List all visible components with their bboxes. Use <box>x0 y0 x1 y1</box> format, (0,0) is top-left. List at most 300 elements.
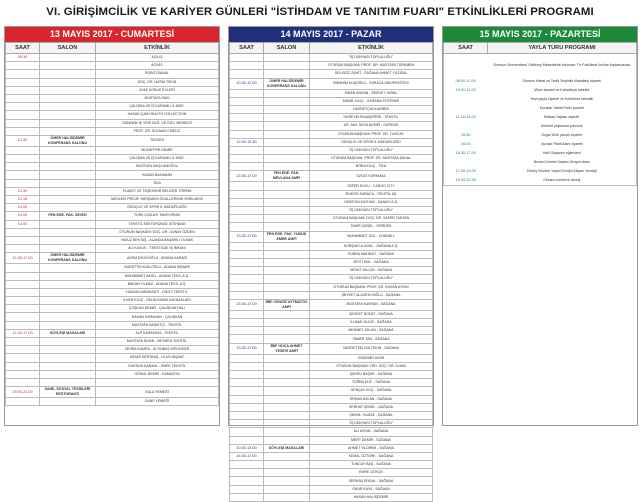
row-hall <box>264 436 310 444</box>
row-event: SERHAT ŞENEL - SAĞANA <box>310 403 433 411</box>
table-row <box>230 105 433 113</box>
row-event: ÇALIŞMA VE İŞ KURUMU İL MÜD. <box>96 103 219 111</box>
row-event: Bocan Kümbet Yaylası Grnyon Alanı <box>533 160 590 164</box>
row-event: "İŞ DÜNYASI TOPLULUĞU" <box>310 146 433 154</box>
row-time <box>230 163 264 171</box>
table-row <box>230 436 433 444</box>
day-panel-sunday <box>228 26 434 499</box>
row-event: NURETTİN KIZILOĞLU - ADANA KARARI <box>96 264 219 272</box>
row-hall <box>40 171 96 179</box>
table-row <box>230 444 433 452</box>
row-event: TİKA <box>96 179 219 187</box>
table-row <box>230 275 433 283</box>
row-event: ALİ KAVLİK - TEKSTİLDE İŞ İMKANI <box>96 245 219 253</box>
table-row <box>230 283 433 291</box>
row-time <box>230 354 264 362</box>
row-time <box>230 97 264 105</box>
row-hall <box>40 378 96 386</box>
row-hall: FEN EDE. FAK. SEVİSİ <box>40 212 96 220</box>
row-time <box>6 163 40 171</box>
table-row <box>6 370 219 378</box>
table-row <box>6 354 219 362</box>
row-time <box>6 398 40 406</box>
row-event: VEDAT YALÇIN - SAĞANA <box>310 267 433 275</box>
row-time: 14.00-17.00 <box>230 452 264 460</box>
row-hall <box>264 130 310 138</box>
row-hall <box>40 155 96 163</box>
row-hall <box>264 258 310 266</box>
table-row <box>6 288 219 296</box>
row-time: 13.30-17.00 <box>230 171 264 182</box>
table-row <box>444 167 637 176</box>
row-time: 12.00-13.30 <box>230 138 264 146</box>
row-hall <box>264 310 310 318</box>
table-row <box>444 95 637 104</box>
row-time <box>6 280 40 288</box>
table-row <box>230 493 433 501</box>
row-event: YAVUZ BEKTAŞ - ALANDA BAŞARILI OLMAK <box>96 236 219 244</box>
row-time: 15.00 <box>460 133 471 137</box>
table-row <box>444 113 637 122</box>
row-time <box>6 321 40 329</box>
row-hall <box>264 163 310 171</box>
row-time <box>6 245 40 253</box>
row-event: TEKSTİL SEKTÖRÜNDE İSTİHDAM <box>96 220 219 228</box>
row-event: Kuzalan Tabiat Parkı ziyareti <box>539 106 584 110</box>
row-hall: ÖMER HALİSDEMİR KONFERANS SALONU <box>40 253 96 264</box>
table-row <box>230 198 433 206</box>
row-event: ADEM DİKİCİOĞLU - ADANA KARARI <box>96 253 219 264</box>
table-row <box>6 280 219 288</box>
row-event: DELİGÖZ ZAHİT - SAĞANA AHMET YÜZİSAL <box>310 70 433 78</box>
row-event: TAMER TAN - SAĞANA <box>310 335 433 343</box>
row-time: 13.30-17.00 <box>230 299 264 310</box>
row-time: 14.30-17.00 <box>6 329 40 337</box>
row-event: ALİ AYDIN - SAĞANA <box>310 428 433 436</box>
table-row <box>230 130 433 138</box>
row-hall <box>264 335 310 343</box>
row-time <box>230 469 264 477</box>
row-time: 10.00-11.00 <box>455 88 476 92</box>
table-row <box>230 354 433 362</box>
row-hall <box>40 272 96 280</box>
row-event: Halil Gaytanın eğlencesi <box>542 151 581 155</box>
row-hall <box>264 182 310 190</box>
table-row <box>230 387 433 395</box>
row-hall <box>264 461 310 469</box>
table-row <box>444 149 637 158</box>
table-row <box>6 329 219 337</box>
row-hall <box>264 138 310 146</box>
col-header-time: SAAT <box>444 43 488 54</box>
table-row <box>6 272 219 280</box>
row-time <box>6 78 40 86</box>
row-event: MUHAMMET AKSÜ - ADANA TEKS. A.Ş. <box>96 272 219 280</box>
table-row <box>230 250 433 258</box>
table-row <box>6 245 219 253</box>
row-hall <box>264 70 310 78</box>
row-hall <box>264 428 310 436</box>
row-event: DOÇ. DR. HATİM TEKİN <box>96 78 219 86</box>
row-hall <box>40 127 96 135</box>
row-event: MUSTAFA HASKİTÇİ - TEKSTİL <box>96 321 219 329</box>
row-event: HASAN ÇAM HEALTH COLLECTION <box>96 111 219 119</box>
table-row <box>6 187 219 195</box>
table-row <box>6 321 219 329</box>
row-time <box>6 362 40 370</box>
row-time <box>230 420 264 428</box>
row-time <box>6 338 40 346</box>
row-event: EMRE GÖKÇE <box>310 469 433 477</box>
row-hall <box>264 242 310 250</box>
row-time <box>230 242 264 250</box>
row-event: HÜSEYİN PAŞAŞERRE - TEKSTİL <box>310 114 433 122</box>
row-time <box>230 485 264 493</box>
row-event: BORA KILIÇ - TİKA <box>310 163 433 171</box>
table-row <box>230 155 433 163</box>
row-event: "İŞ DÜNYASI TOPLULUĞU" <box>310 54 433 62</box>
table-row <box>230 163 433 171</box>
table-row <box>230 70 433 78</box>
row-event: SEFER SUCU - CARGO CITY <box>310 182 433 190</box>
row-event: MESLEKİ PROJE YARIŞMASI ÖDÜLLERİNİN VERİLMESİ <box>96 196 219 204</box>
row-time: 16.30-17.00 <box>455 151 476 155</box>
row-event: ÇALIŞMA VE İŞ KURUMU İL MÜD. <box>96 155 219 163</box>
table-row <box>230 231 433 242</box>
row-time <box>230 283 264 291</box>
table-row <box>6 135 219 146</box>
row-time: 13.30-17.00 <box>230 231 264 242</box>
row-event: NASRETTİN GÜLTEKİN - SAĞANA <box>310 343 433 354</box>
table-row <box>6 305 219 313</box>
row-time <box>444 122 488 131</box>
table-row <box>6 163 219 171</box>
row-time <box>230 250 264 258</box>
row-event: Doğal Ürün pazarı ziyareti <box>541 133 582 137</box>
row-hall: SAHİL SOSYAL TESİSLERİ RESTORANTI <box>40 387 96 398</box>
table-row <box>6 62 219 70</box>
row-hall: İİBF CENGİZ AYTMATOV AMFİ <box>264 299 310 310</box>
row-event: TUNCAY BAŞ - SAĞANA <box>310 461 433 469</box>
row-hall <box>40 179 96 187</box>
row-time <box>6 313 40 321</box>
row-hall <box>40 264 96 272</box>
row-time <box>230 461 264 469</box>
row-time <box>230 122 264 130</box>
row-event: ALP KARAKAYA - TEKSTİL <box>96 329 219 337</box>
row-hall <box>40 370 96 378</box>
row-event: KÜRŞAD ULUGAL - SAĞANA A.Ş. <box>310 242 433 250</box>
row-hall <box>40 78 96 86</box>
row-time: 14.00 <box>6 212 40 220</box>
table-row <box>6 111 219 119</box>
table-row <box>6 179 219 187</box>
row-hall <box>40 321 96 329</box>
row-hall <box>264 146 310 154</box>
table-row <box>6 70 219 78</box>
row-event: DANS YEMEĞİ <box>96 398 219 406</box>
row-time <box>230 371 264 379</box>
row-event: TAHİR ÇENEL - GÖRDES <box>310 223 433 231</box>
row-hall <box>264 371 310 379</box>
table-row <box>230 310 433 318</box>
row-time <box>230 207 264 215</box>
row-event: OTURUM BAŞKANI: PROF. DR. MUSTAFA ŞAHAL <box>310 155 433 163</box>
row-event: MUHAMMET GÜL - CHANELL <box>310 231 433 242</box>
row-time <box>6 155 40 163</box>
row-hall <box>40 94 96 102</box>
table-row <box>230 461 433 469</box>
row-time <box>6 179 40 187</box>
row-event: KEMAL ÖZTÜRK - SAĞANA <box>310 452 433 460</box>
row-hall <box>40 119 96 127</box>
row-hall <box>40 288 96 296</box>
row-time <box>230 362 264 370</box>
row-hall <box>40 187 96 195</box>
row-time <box>6 297 40 305</box>
row-event: OTURUM BAŞKANI: DOÇ. DR. SAFER TANTAN <box>310 215 433 223</box>
table-row <box>230 215 433 223</box>
row-event: Müze ziyareti ve Kahvaltıya hareket <box>534 88 590 92</box>
row-hall <box>264 411 310 419</box>
row-hall <box>40 313 96 321</box>
page-title: VI. GİRİŞİMCİLİK VE KARİYER GÜNLERİ "İSTİHDAM VE TANITIM FUARI" ETKİNLİKLERİ PROGRAMI <box>46 6 594 18</box>
row-time <box>6 354 40 362</box>
table-row <box>6 212 219 220</box>
row-hall <box>40 280 96 288</box>
row-hall <box>264 114 310 122</box>
table-row <box>230 62 433 70</box>
row-time <box>444 158 488 167</box>
row-hall <box>264 62 310 70</box>
table-row <box>6 54 219 62</box>
row-event: AYAZ KONUK EVLERİ <box>96 86 219 94</box>
row-event: Yeşil yayla Ziyareti ve Kulübü'ne kahvaltı <box>530 97 594 101</box>
row-hall <box>264 420 310 428</box>
row-time: 12.30 <box>6 187 40 195</box>
table-row <box>230 335 433 343</box>
row-event: PLAKET VE TEŞEKKÜR BELGESİ TÖRENİ <box>96 187 219 195</box>
row-hall <box>40 398 96 406</box>
row-event: ŞENOL YILMAZ - SAĞANA <box>310 411 433 419</box>
row-event: RUKIYE KARACA - TEKSTİL AŞ <box>310 190 433 198</box>
table-row <box>230 171 433 182</box>
row-time <box>230 198 264 206</box>
row-event: OTURUM BAŞKANI: PROF. DR. KAHAN AYDIN <box>310 283 433 291</box>
row-time <box>230 275 264 283</box>
table-row <box>230 343 433 354</box>
row-hall: SÖYLEŞİ MASALARI <box>40 329 96 337</box>
row-time <box>230 146 264 154</box>
row-time <box>230 182 264 190</box>
row-hall <box>264 122 310 130</box>
table-row <box>6 236 219 244</box>
row-hall <box>264 469 310 477</box>
row-hall <box>264 223 310 231</box>
table-row <box>6 338 219 346</box>
row-hall <box>264 275 310 283</box>
row-event: ÖZVAT KORKMAZ <box>310 171 433 182</box>
row-time: 17.00-19.00 <box>455 169 476 173</box>
row-event: Kümbet yaylasına yolculuk <box>541 124 583 128</box>
row-time <box>6 94 40 102</box>
table-row <box>230 182 433 190</box>
table-row <box>6 204 219 212</box>
row-event: TEKSEN <box>96 135 219 146</box>
table-row <box>6 264 219 272</box>
row-hall: FEN EDE. FAK. YUNUS EMRE AMFİ <box>264 231 310 242</box>
row-event: ŞEVKET ALAGEKOOĞLU - SAĞANA <box>310 291 433 299</box>
row-time: 13.00 <box>6 204 40 212</box>
row-time <box>230 130 264 138</box>
table-row <box>230 291 433 299</box>
row-time: 12.15 <box>6 196 40 204</box>
row-time: 14.00 <box>6 220 40 228</box>
table-row <box>6 398 219 406</box>
row-time <box>6 228 40 236</box>
row-hall <box>40 163 96 171</box>
table-row <box>444 131 637 140</box>
row-hall <box>264 493 310 501</box>
row-time <box>230 62 264 70</box>
row-event: GENÇLİK VE SPOR İL MÜDÜRLÜĞÜ <box>310 138 433 146</box>
row-hall <box>264 362 310 370</box>
row-time <box>6 119 40 127</box>
table-row <box>6 362 219 370</box>
row-event: GENÇAY KOÇ - SAĞANA <box>310 387 433 395</box>
col-header-hall: SALON <box>264 43 310 54</box>
row-time <box>230 477 264 485</box>
table-row <box>6 86 219 94</box>
table-row <box>6 155 219 163</box>
table-row <box>230 223 433 231</box>
table-row <box>444 86 637 95</box>
table-row <box>230 146 433 154</box>
row-event: İBRAHİM KUŞOĞLU - KARACA ÜNİVERSİTESİ <box>310 78 433 89</box>
row-event: PROF. DR. SOLMAZ CEBECİ <box>96 127 219 135</box>
row-event: HASAN BAKAMAN <box>96 171 219 179</box>
row-time <box>230 387 264 395</box>
row-event: OTURUM BAŞKANI: DOÇ. DR. GÜNAY ÖZDEN <box>96 228 219 236</box>
row-event <box>96 378 219 386</box>
row-event: Ayvaçlı Pilinti Alanı ziyareti <box>541 142 583 146</box>
table-row <box>6 119 219 127</box>
row-time: 09.30 <box>6 54 40 62</box>
row-event: OTURUM BAŞKANI: YRD. DOÇ. DR. İLHAN <box>310 362 433 370</box>
table-row <box>230 54 433 62</box>
row-time <box>6 236 40 244</box>
row-time: 10.00-13.00 <box>230 444 264 452</box>
row-event: İLHAMİ YILDIZ - SAĞANA <box>310 319 433 327</box>
row-time <box>444 104 488 113</box>
table-row <box>230 207 433 215</box>
row-time: 08.00-10.00 <box>455 79 476 83</box>
row-hall <box>264 198 310 206</box>
row-event: HASAN HALISDEMİR <box>310 493 433 501</box>
table-row <box>230 78 433 89</box>
table-row <box>444 140 637 149</box>
row-event: KÜBRA MAHMUT - SAĞANA <box>310 250 433 258</box>
row-time <box>6 346 40 354</box>
row-event: BAKAN YILMAZ - ADANA TEKS. A.Ş. <box>96 280 219 288</box>
row-event: MUSTAFA KAVRAN - SAĞANA <box>310 299 433 310</box>
row-hall <box>40 362 96 370</box>
row-hall <box>40 354 96 362</box>
row-event: SEYİT BOL - SAĞANA <box>310 258 433 266</box>
row-hall: İİBF HOCA AHMET YESEVİ AMFİ <box>264 343 310 354</box>
table-row <box>230 97 433 105</box>
table-row <box>230 299 433 310</box>
row-event: MUSTAFA DİVAN - BEYMEN TEKSTİL <box>96 338 219 346</box>
row-hall <box>264 215 310 223</box>
col-header-hall: SALON <box>40 43 96 54</box>
row-time: 19.00-20.30 <box>455 178 476 182</box>
day-panel-monday <box>442 26 638 426</box>
row-time <box>230 310 264 318</box>
row-hall <box>264 291 310 299</box>
table-row <box>6 346 219 354</box>
day-banner: 15 MAYIS 2017 - PAZARTESİ <box>443 27 637 42</box>
row-time <box>230 411 264 419</box>
col-header-event: ETKİNLİK <box>310 43 433 54</box>
row-event: MUZAFFER DEMİR <box>96 146 219 154</box>
row-hall <box>264 283 310 291</box>
schedule-table <box>229 42 433 502</box>
table-row <box>230 403 433 411</box>
row-time: 13.30-17.00 <box>230 343 264 354</box>
table-row <box>230 89 433 97</box>
row-time <box>230 114 264 122</box>
row-hall <box>264 54 310 62</box>
table-row <box>444 158 637 167</box>
row-event: "İŞ DÜNYASI TOPLULUĞU" <box>310 207 433 215</box>
row-event: AHMET YILDIRIM - SAĞANA <box>310 444 433 452</box>
row-event: DURSUN KARAAL - EMEK TEKSTİL <box>96 362 219 370</box>
row-hall <box>40 86 96 94</box>
table-row <box>230 420 433 428</box>
row-time <box>230 335 264 343</box>
row-time <box>230 215 264 223</box>
table-row <box>230 411 433 419</box>
table-row <box>6 387 219 398</box>
table-row <box>6 146 219 154</box>
row-event: GÖNÜL DEMİR - KAMAZON <box>96 370 219 378</box>
row-time <box>6 370 40 378</box>
row-event: HAZRETÇİM KARBEN <box>310 105 433 113</box>
row-hall <box>40 146 96 154</box>
row-time <box>6 264 40 272</box>
row-time <box>6 272 40 280</box>
tour-table <box>443 42 637 186</box>
row-event: ZEHRA KUMRU - ALTINBAŞ KİPLİNGER <box>96 346 219 354</box>
table-row <box>230 379 433 387</box>
row-hall <box>264 327 310 335</box>
row-hall <box>40 103 96 111</box>
table-row <box>444 104 637 113</box>
table-row <box>6 78 219 86</box>
row-hall <box>264 403 310 411</box>
row-event: ERKAN ASLAN - SAĞANA <box>310 395 433 403</box>
row-event: GÜNDEM İŞ YERİ SAĞ. VE GÜV. MERKEZİ <box>96 119 219 127</box>
day-banner: 13 MAYIS 2017 - CUMARTESİ <box>5 27 219 42</box>
row-time <box>6 70 40 78</box>
table-row <box>6 378 219 386</box>
row-event: ÇOŞKUN DEMİR - ÇALIŞKAN HALI <box>96 305 219 313</box>
table-row <box>230 190 433 198</box>
day-banner: 14 MAYIS 2017 - PAZAR <box>229 27 433 42</box>
row-event: Bektaş Yaylası ziyareti <box>544 115 580 119</box>
table-row <box>230 327 433 335</box>
